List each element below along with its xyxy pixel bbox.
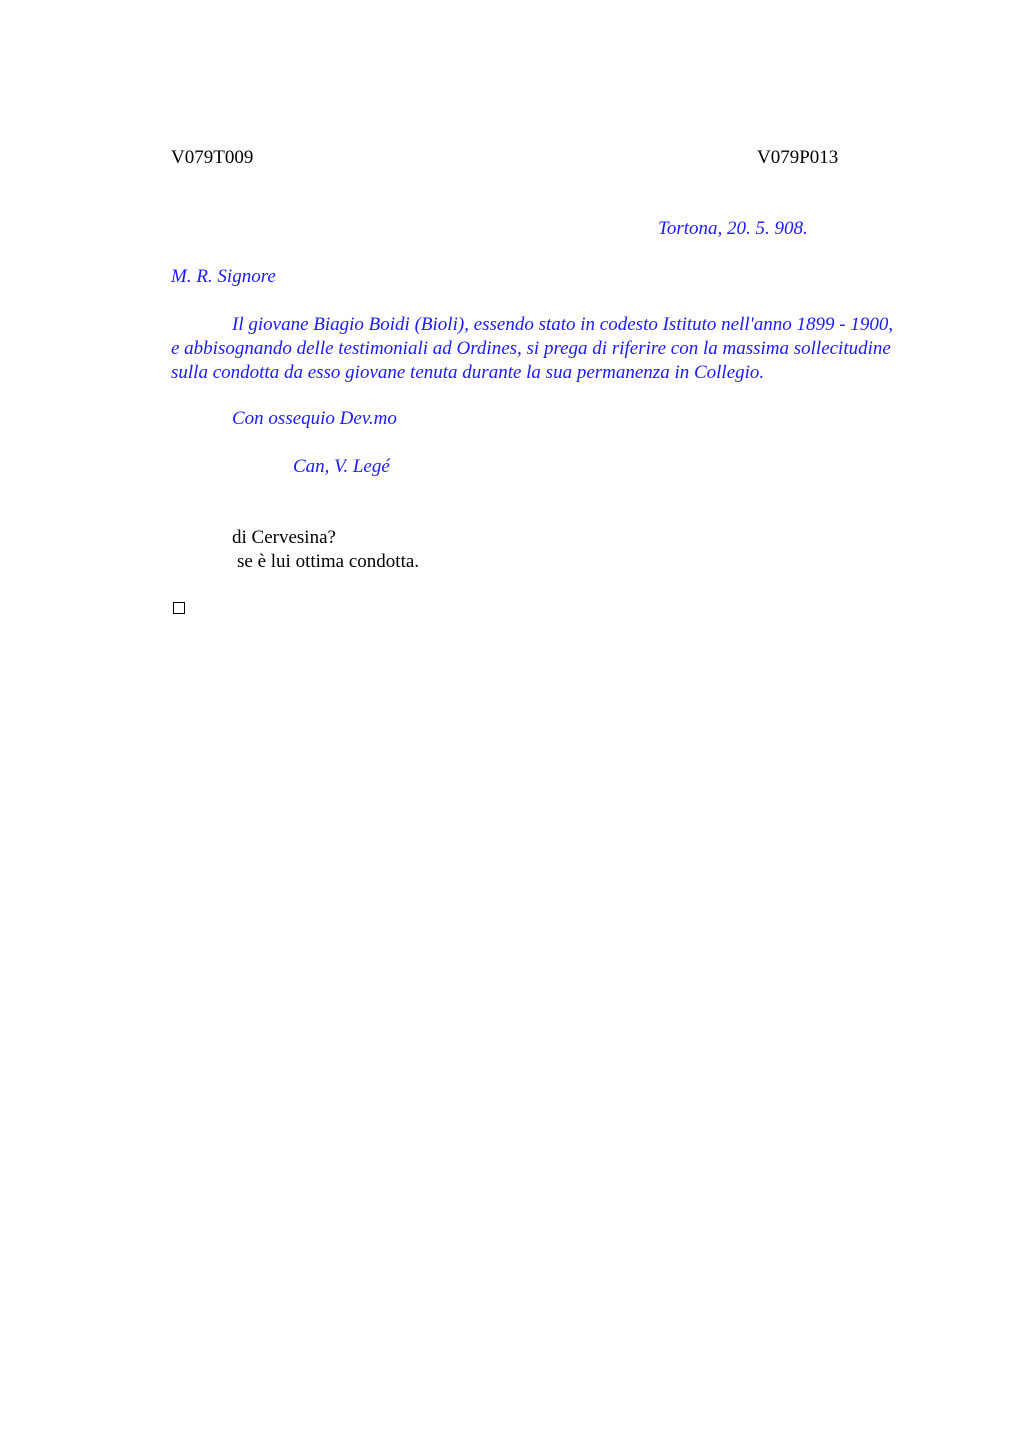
document-code-left: V079T009 (171, 147, 254, 168)
letter-signature: Can, V. Legé (293, 456, 390, 477)
placeholder-box-icon (173, 602, 185, 614)
letter-closing: Con ossequio Dev.mo (232, 408, 397, 429)
letter-salutation: M. R. Signore (171, 266, 276, 287)
letter-date: Tortona, 20. 5. 908. (658, 218, 808, 239)
letter-body: Il giovane Biagio Boidi (Bioli), essendo stato in codesto Istituto nell'anno 1899 - 1900, e abbisognando delle testimoniali ad Ordines, si prega di riferire con la massima sollecitudine sulla condotta da esso giovane tenuta durante la sua permanenza in Collegio. (171, 314, 894, 383)
document-code-right: V079P013 (757, 147, 839, 168)
handwritten-note-line-1: di Cervesina? (232, 527, 336, 548)
handwritten-note-line-2: se è lui ottima condotta. (237, 551, 420, 572)
